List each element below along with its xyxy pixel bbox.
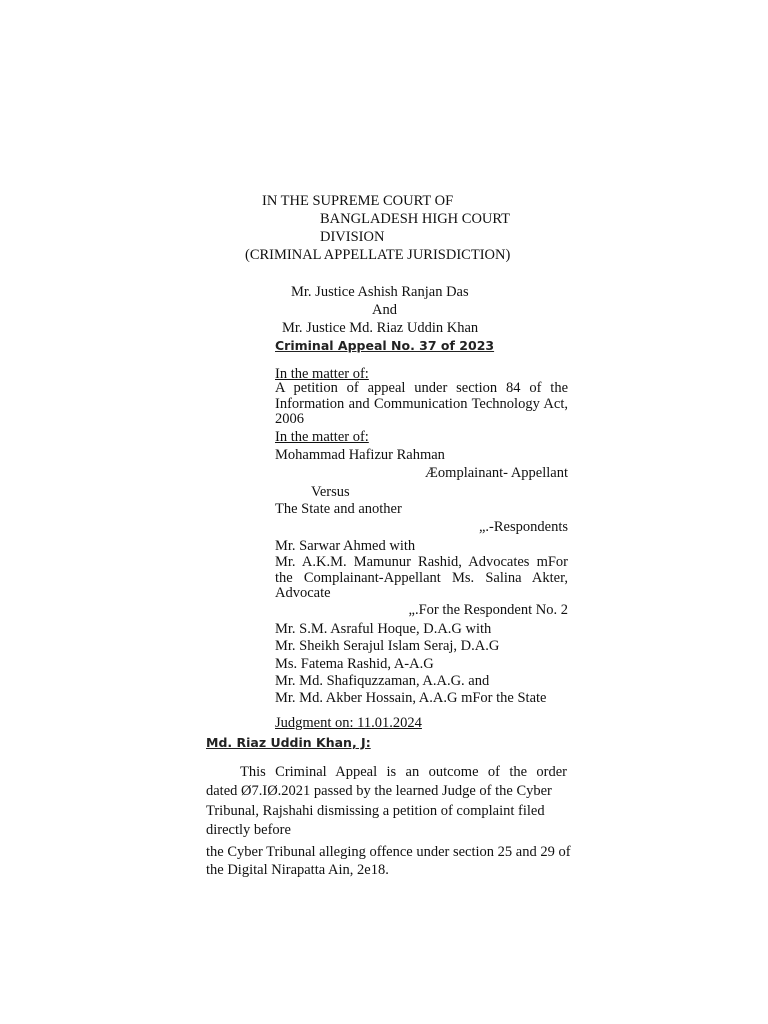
- case-title: Criminal Appeal No. 37 of 2023: [275, 338, 495, 353]
- body-line-6: the Digital Nirapatta Ain, 2e18.: [206, 862, 389, 878]
- judgment-date: Judgment on: 11.01.2024: [275, 715, 422, 731]
- body-line-1: This Criminal Appeal is an outcome of the order: [240, 764, 567, 780]
- bench-conjunction: And: [372, 302, 397, 318]
- court-header-line1: IN THE SUPREME COURT OF: [262, 193, 454, 209]
- respondent-role: „.-Respondents: [479, 519, 568, 535]
- judgment-author: Md. Riaz Uddin Khan, J:: [206, 735, 371, 750]
- judge-one: Mr. Justice Ashish Ranjan Das: [291, 284, 469, 300]
- counsel-respondent-no2: „.For the Respondent No. 2: [408, 602, 568, 618]
- counsel-appellant-block: Mr. A.K.M. Mamunur Rashid, Advocates mFor the Complainant-Appellant Ms. Salina Akter, Advocate: [275, 554, 568, 601]
- counsel-line-1: Mr. Sarwar Ahmed with: [275, 538, 416, 554]
- counsel-state-1: Mr. S.M. Asraful Hoque, D.A.G with: [275, 621, 492, 637]
- body-line-2: dated Ø7.IØ.2021 passed by the learned Judge of the Cyber: [206, 783, 552, 799]
- body-line-3: Tribunal, Rajshahi dismissing a petition of complaint filed: [206, 803, 545, 819]
- matter-heading-2: In the matter of:: [275, 429, 369, 445]
- body-line-5: the Cyber Tribunal alleging offence under section 25 and 29 of: [206, 844, 571, 860]
- appellant-name: Mohammad Hafizur Rahman: [275, 447, 445, 463]
- matter-heading-1: In the matter of:: [275, 366, 369, 382]
- versus-label: Versus: [311, 484, 350, 500]
- court-header-line2: BANGLADESH HIGH COURT: [320, 211, 511, 227]
- counsel-state-2: Mr. Sheikh Serajul Islam Seraj, D.A.G: [275, 638, 500, 654]
- counsel-state-4: Mr. Md. Shafiquzzaman, A.A.G. and: [275, 673, 490, 689]
- court-header-line3: DIVISION: [320, 229, 385, 245]
- respondent-name: The State and another: [275, 501, 402, 517]
- court-header-line4: (CRIMINAL APPELLATE JURISDICTION): [245, 247, 511, 263]
- matter-text-1: A petition of appeal under section 84 of the Information and Communication Technology Act, 2006: [275, 380, 568, 427]
- appellant-role: Æomplainant- Appellant: [425, 465, 568, 481]
- counsel-state-3: Ms. Fatema Rashid, A-A.G: [275, 656, 434, 672]
- counsel-state-5: Mr. Md. Akber Hossain, A.A.G mFor the State: [275, 690, 547, 706]
- judge-two: Mr. Justice Md. Riaz Uddin Khan: [282, 320, 479, 336]
- body-line-4: directly before: [206, 822, 291, 838]
